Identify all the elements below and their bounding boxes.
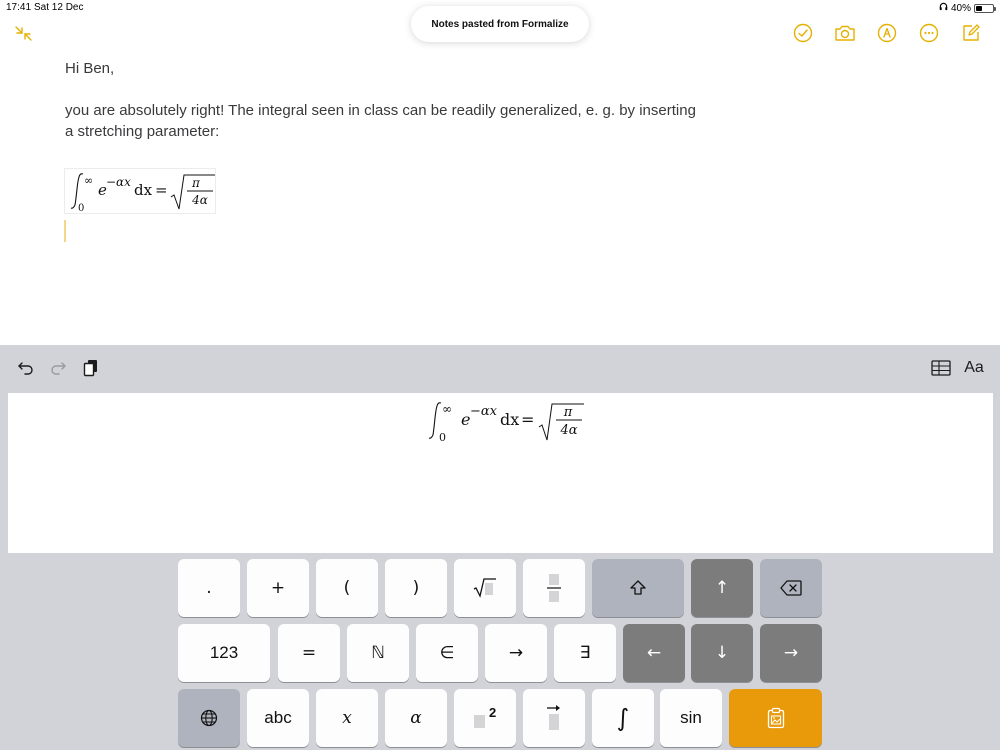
globe-icon — [199, 708, 219, 728]
note-paragraph: you are absolutely right! The integral seen in class can be readily generalized, e. g. by inserting a stretching parameter: — [65, 102, 696, 140]
formula-editor — [0, 345, 1000, 750]
plus-key-label: + — [270, 578, 286, 598]
cursor-left-key[interactable] — [623, 624, 685, 682]
squared-key-label: 2 — [489, 705, 497, 720]
abc-key[interactable] — [247, 689, 309, 747]
cursor-up-label: ↑ — [714, 578, 730, 598]
x-variable-label: x — [342, 708, 352, 728]
formula-dx: dx — [134, 181, 153, 199]
formula-denominator: 4α — [192, 193, 208, 207]
preview-numerator: π — [563, 405, 573, 420]
shift-key[interactable] — [592, 559, 684, 617]
dot-key[interactable] — [178, 559, 240, 617]
cursor-down-key[interactable] — [691, 624, 753, 682]
cursor-down-label: ↓ — [714, 643, 730, 663]
element-of-key[interactable] — [416, 624, 478, 682]
alpha-key[interactable] — [385, 689, 447, 747]
formula-equals: = — [155, 181, 168, 199]
paste-key[interactable] — [729, 689, 822, 747]
battery-fill — [976, 6, 982, 11]
preview-dx: dx — [500, 410, 520, 429]
font-button[interactable]: Aa — [964, 359, 984, 376]
preview-upper-limit: ∞ — [442, 402, 452, 416]
preview-formula — [423, 398, 593, 444]
more-icon[interactable] — [916, 20, 942, 46]
sqrt-icon — [472, 577, 498, 599]
numbers-key-label: 123 — [209, 643, 239, 662]
equals-key-label: = — [301, 643, 317, 663]
maps-to-key[interactable] — [485, 624, 547, 682]
formula-exponent: −αx — [106, 175, 131, 189]
cursor-right-key[interactable] — [760, 624, 822, 682]
vector-key[interactable] — [523, 689, 585, 747]
left-paren-label: ( — [343, 578, 351, 598]
paste-toast: Notes pasted from Formalize — [411, 6, 589, 42]
copy-icon[interactable] — [77, 354, 105, 382]
delete-key[interactable] — [760, 559, 822, 617]
fraction-key[interactable] — [523, 559, 585, 617]
preview-base: e — [461, 410, 471, 429]
status-right — [939, 2, 994, 14]
cursor-right-label: → — [783, 643, 799, 663]
collapse-icon[interactable] — [12, 22, 38, 48]
x-variable-key[interactable] — [316, 689, 378, 747]
formula-base: e — [98, 181, 107, 199]
element-of-label: ∈ — [439, 643, 455, 663]
sin-key-label: sin — [680, 708, 702, 727]
checklist-icon[interactable] — [790, 20, 816, 46]
right-paren-key[interactable] — [385, 559, 447, 617]
shift-icon — [628, 578, 648, 598]
note-toolbar — [790, 20, 984, 46]
integral-lower-limit: 0 — [78, 203, 85, 214]
battery-icon — [974, 4, 994, 13]
naturals-key[interactable] — [347, 624, 409, 682]
fraction-icon — [546, 573, 562, 603]
preview-lower-limit: 0 — [439, 431, 446, 444]
integral-key[interactable] — [592, 689, 654, 747]
status-date: Sat 12 Dec — [34, 2, 84, 13]
table-icon[interactable] — [927, 354, 955, 382]
preview-exponent: −αx — [470, 404, 498, 419]
dot-key-label: . — [206, 578, 212, 598]
globe-key[interactable] — [178, 689, 240, 747]
abc-key-label: abc — [264, 708, 292, 727]
headphones-icon — [939, 2, 948, 14]
squared-key[interactable] — [454, 689, 516, 747]
undo-icon[interactable] — [12, 354, 40, 382]
preview-equals: = — [521, 410, 535, 429]
paste-icon — [766, 707, 786, 729]
markup-icon[interactable] — [874, 20, 900, 46]
note-greeting: Hi Ben, — [65, 60, 115, 77]
alpha-key-label: α — [410, 708, 422, 728]
equals-key[interactable] — [278, 624, 340, 682]
integral-key-label: ∫ — [616, 704, 630, 732]
integral-upper-limit: ∞ — [84, 174, 94, 187]
naturals-key-label: ℕ — [371, 643, 385, 663]
formula-preview[interactable] — [8, 393, 993, 553]
plus-key[interactable] — [247, 559, 309, 617]
preview-denominator: 4α — [560, 423, 578, 438]
delete-icon — [779, 579, 803, 597]
numbers-key[interactable] — [178, 624, 270, 682]
maps-to-label: → — [508, 643, 524, 663]
battery-percent: 40% — [950, 2, 971, 14]
exists-key-label: ∃ — [579, 643, 591, 663]
editor-toolbar — [0, 345, 1000, 391]
cursor-up-key[interactable] — [691, 559, 753, 617]
sqrt-key[interactable] — [454, 559, 516, 617]
text-cursor — [64, 220, 66, 242]
camera-icon[interactable] — [832, 20, 858, 46]
redo-icon[interactable] — [44, 354, 72, 382]
status-time: 17:41 — [6, 2, 32, 13]
right-paren-label: ) — [412, 578, 420, 598]
exists-key[interactable] — [554, 624, 616, 682]
vector-icon — [545, 703, 563, 733]
sin-key[interactable] — [660, 689, 722, 747]
compose-icon[interactable] — [958, 20, 984, 46]
formula-numerator: π — [192, 176, 200, 190]
pasted-formula-image[interactable] — [64, 168, 216, 214]
note-body[interactable] — [65, 58, 705, 163]
cursor-left-label: ← — [646, 643, 662, 663]
left-paren-key[interactable] — [316, 559, 378, 617]
